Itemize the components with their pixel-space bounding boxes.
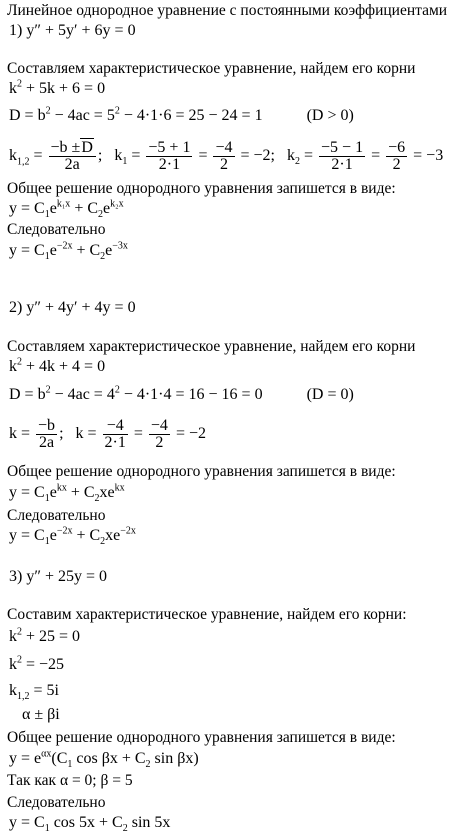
ex1-roots: $k_{1,2}$ = $\frac{-b \pm D}{2a}$ ; $k_1$ = $\frac{-5 + 1}{2\cdot 1}$ = $\frac{-4}{2}$ = −2; $k_2$ = $\frac{-5 - 1}{2\cdot 1}$ = $\frac{-6}{2}$ = −3 [9,139,444,173]
ex1-intro: Составляем характеристическое уравнение, найдем его корни [7,60,416,77]
heading: Линейное однородное уравнение с постоянными коэффициентами [7,2,448,19]
k1: $k_1$ = $\frac{-5 + 1}{2\cdot 1}$ = $\frac{-4}{2}$ = −2; [114,139,275,173]
ex1-discriminant: $D = b^2 - 4ac = 5^2 - 4\cdot 1\cdot 6 = 25 - 24 = 1$ (D > 0) [9,105,354,124]
ex3-intro: Составим характеристическое уравнение, найдем его корни: [7,606,407,623]
ex1-solution: $y = C_1e^{-2x} + C_2e^{-3x}$ [9,240,128,263]
ex2-root: k = $\frac{-b}{2a}$ ; k = $\frac{-4}{2\cdot 1}$ = $\frac{-4}{2}$ = −2 [9,417,206,451]
ex3-general-formula: $y = e^{\alpha x}(C_1$ $\cos \beta x + C_2$ sin βx) [9,748,199,771]
ex3-solution: $y = C_1$ $\cos 5x + C_2$ sin 5x [9,814,171,835]
ex3-k-squared: $k^2 = -25$ [9,654,65,673]
ex1-characteristic-equation: $k^2 + 5k + 6 = 0$ [9,78,106,97]
ex3-roots: $k_{1,2} = 5i$ [9,682,59,703]
roots-formula-fraction: $\frac{-b \pm D}{2a}$ [49,140,96,173]
ex1-equation: 1) y″ + 5y′ + 6y = 0 [9,22,136,39]
ex3-alpha-beta: α ± βi [22,706,60,723]
ex3-hence: Следовательно [7,794,106,811]
ex3-general-text: Общее решение однородного уравнения запишется в виде: [7,729,396,746]
ex2-general-formula: $y = C_1e^{kx} + C_2xe^{kx}$ [9,482,125,505]
ex1-general-formula: $y = C_1e^{k_1x} + C_2e^{k_2x}$ [9,198,124,221]
ex2-intro: Составляем характеристическое уравнение, найдем его корни [7,338,416,355]
ex2-hence: Следовательно [7,507,106,524]
ex2-general-text: Общее решение однородного уравнения запишется в виде: [7,463,396,480]
ex2-discriminant: $D = b^2 - 4ac = 4^2 - 4\cdot 1\cdot 4 = 16 - 16 = 0$ (D = 0) [9,384,354,403]
ex1-general-text: Общее решение однородного уравнения запишется в виде: [7,180,396,197]
k2: $k_2$ = $\frac{-5 - 1}{2\cdot 1}$ = $\frac{-6}{2}$ = −3 [287,139,444,173]
ex3-equation: 3) y″ + 25y = 0 [9,568,108,585]
ex2-characteristic-equation: $k^2 + 4k + 4 = 0$ [9,356,106,375]
ex2-equation: 2) y″ + 4y′ + 4y = 0 [9,299,136,316]
ex3-since: Так как α = 0; β = 5 [7,772,133,789]
ex2-solution: $y = C_1e^{-2x} + C_2xe^{-2x}$ [9,525,136,548]
ex3-characteristic-equation: $k^2 + 25 = 0$ [9,626,81,645]
ex1-hence: Следовательно [7,221,106,238]
